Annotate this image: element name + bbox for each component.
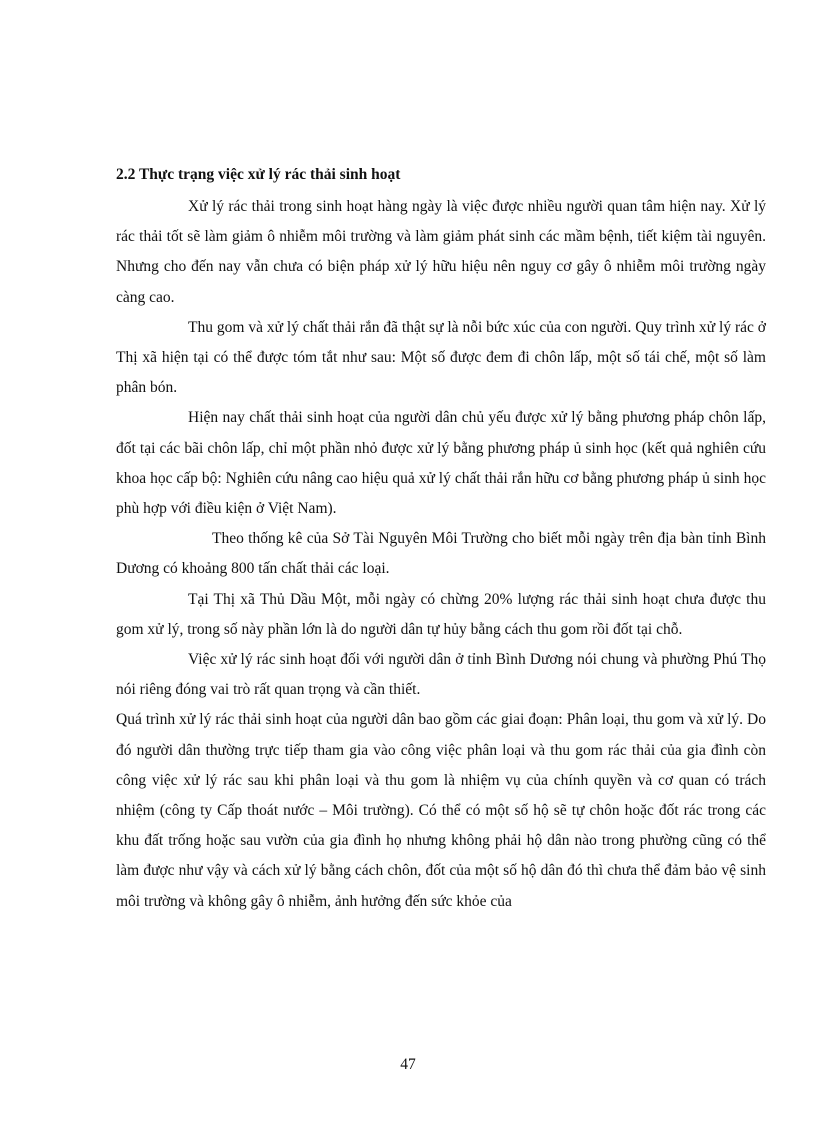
page-content — [116, 160, 766, 917]
section-heading: 2.2 Thực trạng việc xử lý rác thải sinh hoạt — [116, 166, 401, 183]
paragraph-current-methods: Hiện nay chất thải sinh hoạt của người dân chủ yếu được xử lý bằng phương pháp chôn lấp, đốt tại các bãi chôn lấp, chỉ một phần nhỏ được xử lý bằng phương pháp ủ sinh học (kết quả nghiên cứu khoa học cấp bộ: Nghiên cứu nâng cao hiệu quả xử lý chất thải rắn hữu cơ bằng phương pháp ủ sinh học phù hợp với điều kiện ở Việt Nam). — [116, 409, 766, 518]
page-number: 47 — [400, 1056, 416, 1073]
paragraph-collection-process: Thu gom và xử lý chất thải rắn đã thật sự là nỗi bức xúc của con người. Quy trình xử lý rác ở Thị xã hiện tại có thể được tóm tắt như sau: Một số được đem đi chôn lấp, một số tái chế, một số làm phân bón. — [116, 318, 766, 397]
paragraph-waste-treatment-intro: Xử lý rác thải trong sinh hoạt hàng ngày là việc được nhiều người quan tâm hiện nay. Xử lý rác thải tốt sẽ làm giảm ô nhiễm môi trường và làm giảm phát sinh các mầm bệnh, tiết kiệm tài nguyên. Nhưng cho đến nay vẫn chưa có biện pháp xử lý hữu hiệu nên nguy cơ gây ô nhiễm môi trường ngày càng cao. — [116, 198, 766, 306]
paragraph-process-stages: Quá trình xử lý rác thải sinh hoạt của người dân bao gồm các giai đoạn: Phân loại, thu gom và xử lý. Do đó người dân thường trực tiếp tham gia vào công việc phân loại và thu gom rác thải của gia đình còn công việc xử lý rác sau khi phân loại và thu gom là nhiệm vụ của chính quyền và cơ quan có trách nhiệm (công ty Cấp thoát nước – Môi trường). Có thể có một số hộ sẽ tự chôn hoặc đốt rác trong các khu đất trống hoặc sau vườn của gia đình họ nhưng không phải hộ dân nào trong phường cũng có thể làm được như vậy và cách xử lý bằng cách chôn, đốt của một số hộ dân đó thì chưa thể đảm bảo vệ sinh môi trường và không gây ô nhiễm, ảnh hưởng đến sức khỏe của — [116, 711, 766, 910]
paragraph-statistics: Theo thống kê của Sở Tài Nguyên Môi Trường cho biết mỗi ngày trên địa bàn tỉnh Bình Dương có khoảng 800 tấn chất thải các loại. — [116, 530, 766, 578]
paragraph-thu-dau-mot: Tại Thị xã Thủ Dầu Một, mỗi ngày có chừng 20% lượng rác thải sinh hoạt chưa được thu gom xử lý, trong số này phần lớn là do người dân tự hủy bằng cách thu gom rồi đốt tại chỗ. — [116, 590, 766, 638]
paragraph-importance: Việc xử lý rác sinh hoạt đối với người dân ở tỉnh Bình Dương nói chung và phường Phú Thọ nói riêng đóng vai trò rất quan trọng và cần thiết. — [116, 651, 766, 699]
